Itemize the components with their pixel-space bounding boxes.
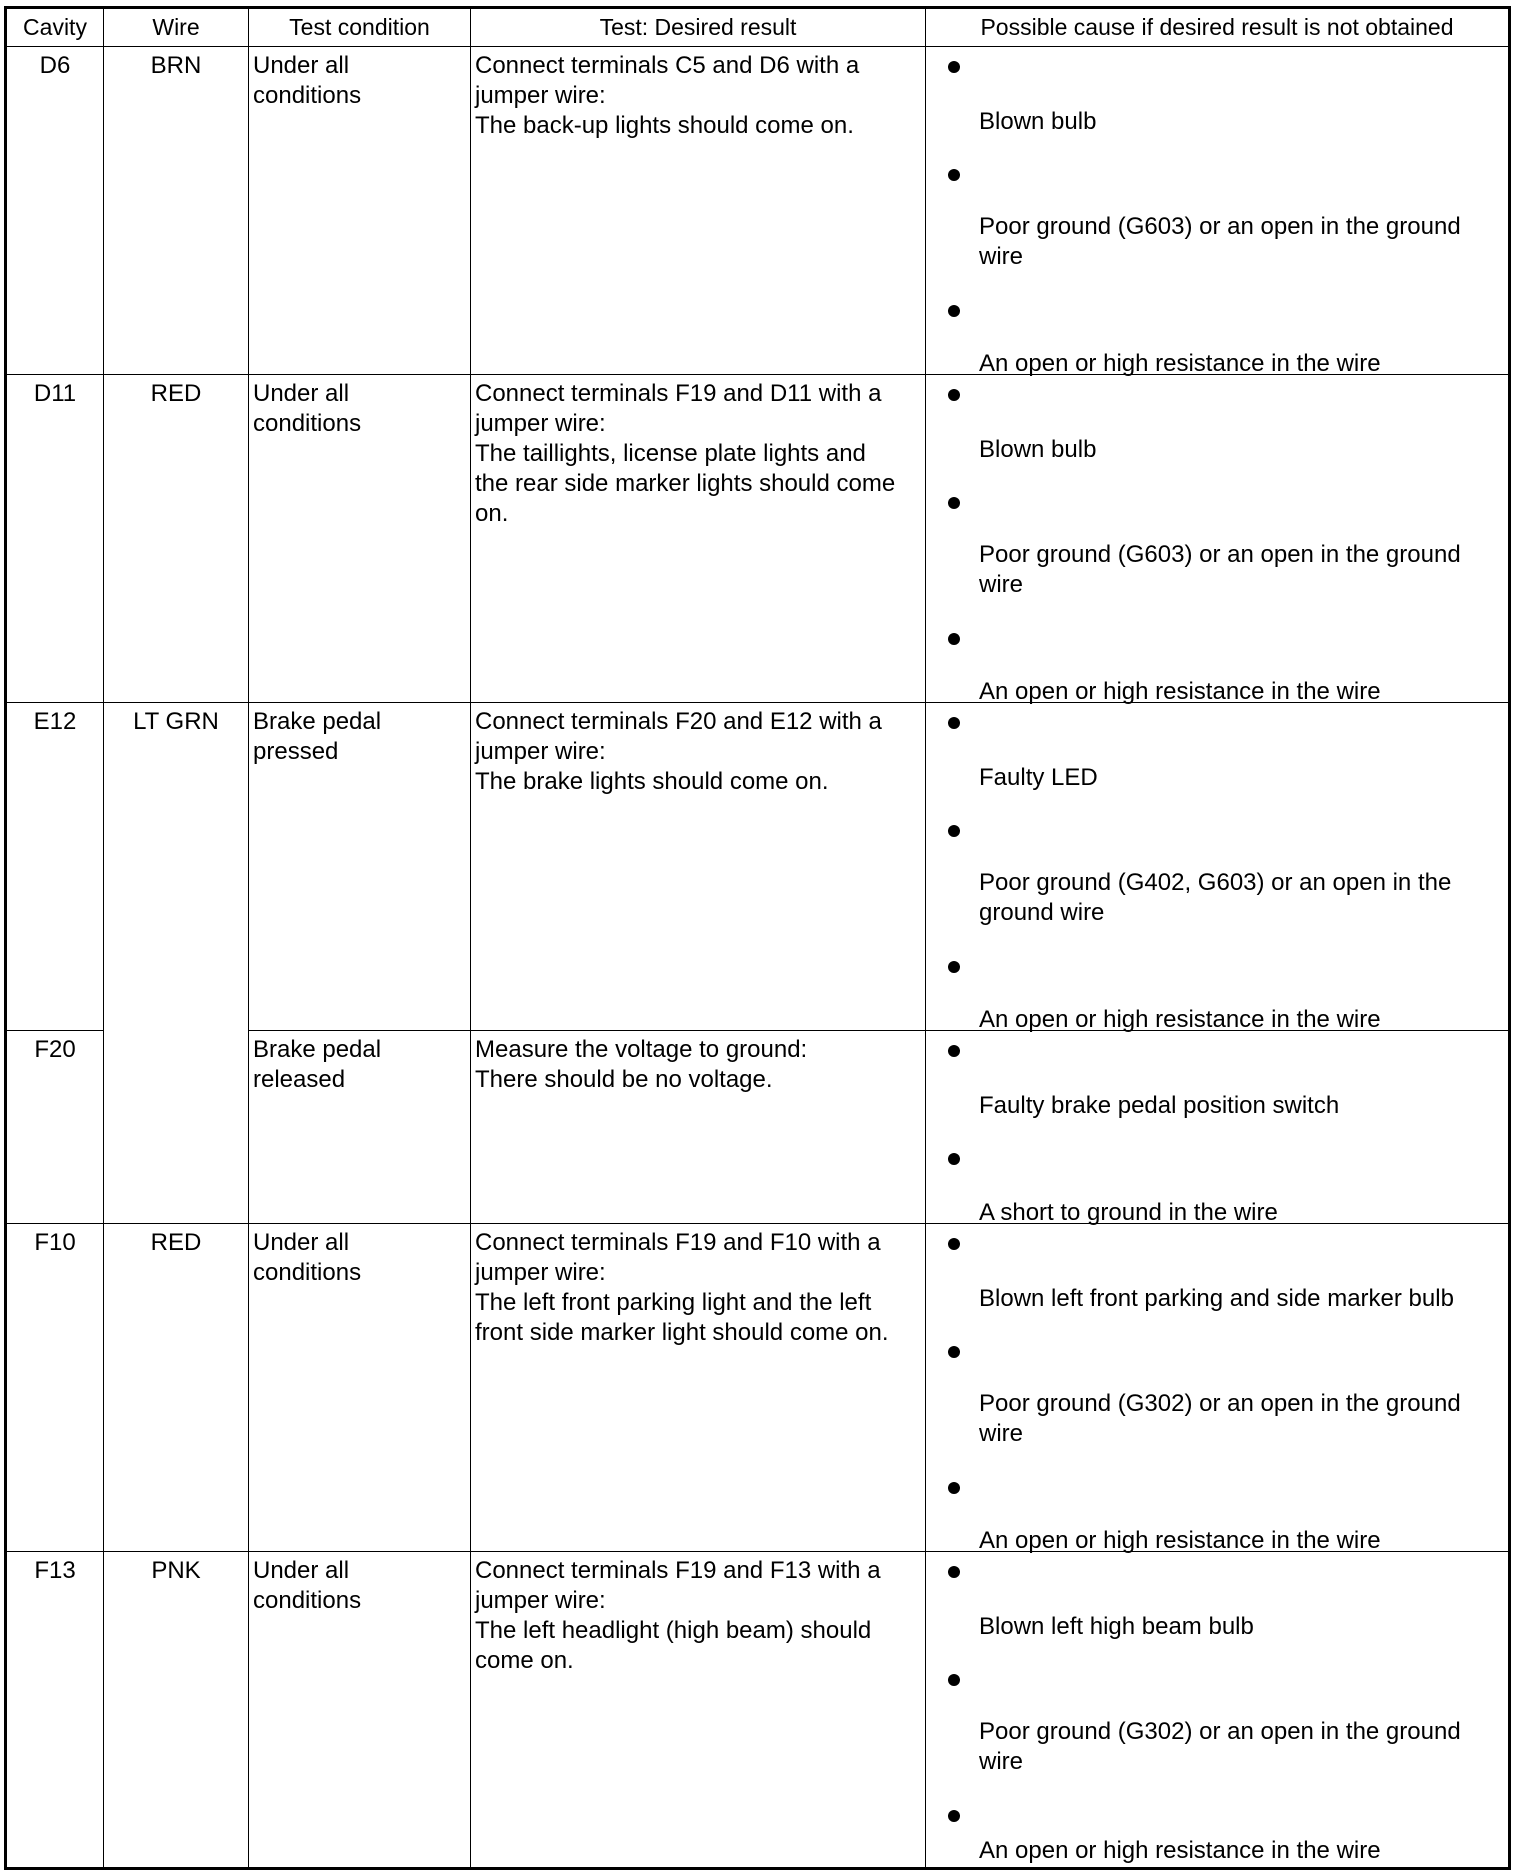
bullet-icon: [948, 717, 960, 729]
bullet-icon: [948, 389, 960, 401]
cause-item: Poor ground (G603) or an open in the ground wire: [979, 213, 1461, 270]
bullet-icon: [948, 61, 960, 73]
bullet-icon: [948, 1346, 960, 1358]
cause-item: Poor ground (G402, G603) or an open in the ground wire: [979, 869, 1452, 926]
column-divider: [470, 9, 471, 1867]
condition-cell: Under all conditions: [253, 380, 362, 437]
diagnostic-table: [4, 6, 1511, 1870]
bullet-icon: [948, 1810, 960, 1822]
bullet-icon: [948, 633, 960, 645]
bullet-icon: [948, 497, 960, 509]
wire-cell: RED: [150, 380, 202, 407]
header-cavity: Cavity: [23, 14, 87, 40]
cavity-cell: F13: [34, 1557, 76, 1584]
cause-item: An open or high resistance in the wire: [979, 1006, 1381, 1033]
cause-item: Blown bulb: [979, 108, 1097, 135]
row-divider: [7, 46, 1508, 47]
wire-cell: BRN: [150, 52, 202, 79]
bullet-icon: [948, 1238, 960, 1250]
bullet-icon: [948, 961, 960, 973]
header-test-condition: Test condition: [289, 14, 430, 40]
cause-item: An open or high resistance in the wire: [979, 1527, 1381, 1554]
wire-cell: LT GRN: [133, 708, 219, 735]
bullet-icon: [948, 1153, 960, 1165]
header-wire: Wire: [152, 14, 200, 40]
cause-item: Poor ground (G302) or an open in the ground wire: [979, 1390, 1461, 1447]
cause-item: A short to ground in the wire: [979, 1199, 1278, 1226]
bullet-icon: [948, 169, 960, 181]
bullet-icon: [948, 305, 960, 317]
result-cell: Connect terminals F19 and F13 with a jumper wire: The left headlight (high beam) should come on.: [475, 1557, 881, 1674]
condition-cell: Under all conditions: [253, 52, 362, 109]
bullet-icon: [948, 825, 960, 837]
bullet-icon: [948, 1674, 960, 1686]
bullet-icon: [948, 1482, 960, 1494]
condition-cell: Brake pedal released: [253, 1036, 382, 1093]
cause-item: Poor ground (G603) or an open in the ground wire: [979, 541, 1461, 598]
cause-item: Blown left high beam bulb: [979, 1613, 1254, 1640]
column-divider: [925, 9, 926, 1867]
result-cell: Connect terminals F20 and E12 with a jumper wire: The brake lights should come on.: [475, 708, 882, 795]
cause-item: Faulty brake pedal position switch: [979, 1092, 1340, 1119]
cavity-cell: D6: [39, 52, 71, 79]
cavity-cell: F20: [34, 1036, 76, 1063]
wire-cell: RED: [150, 1229, 202, 1256]
condition-cell: Under all conditions: [253, 1229, 362, 1286]
result-cell: Connect terminals C5 and D6 with a jumper wire: The back-up lights should come on.: [475, 52, 860, 139]
result-cell: Measure the voltage to ground: There should be no voltage.: [475, 1036, 808, 1093]
condition-cell: Brake pedal pressed: [253, 708, 382, 765]
cause-item: Blown left front parking and side marker bulb: [979, 1285, 1454, 1312]
cause-item: An open or high resistance in the wire: [979, 350, 1381, 377]
condition-cell: Under all conditions: [253, 1557, 362, 1614]
header-possible-cause: Possible cause if desired result is not obtained: [980, 14, 1454, 40]
cavity-cell: F10: [34, 1229, 76, 1256]
cause-item: Blown bulb: [979, 436, 1097, 463]
result-cell: Connect terminals F19 and D11 with a jumper wire: The taillights, license plate lights and the rear side marker lights should come on.: [475, 380, 896, 527]
column-divider: [103, 9, 104, 1867]
bullet-icon: [948, 1045, 960, 1057]
header-desired-result: Test: Desired result: [599, 14, 797, 40]
bullet-icon: [948, 1566, 960, 1578]
cause-item: Poor ground (G302) or an open in the ground wire: [979, 1718, 1461, 1775]
cause-item: An open or high resistance in the wire: [979, 1837, 1381, 1864]
result-cell: Connect terminals F19 and F10 with a jumper wire: The left front parking light and the left front side marker light should come on.: [475, 1229, 889, 1346]
cause-item: Faulty LED: [979, 764, 1098, 791]
cavity-cell: D11: [33, 380, 77, 407]
wire-cell: PNK: [151, 1557, 201, 1584]
column-divider: [248, 9, 249, 1867]
row-divider: [7, 1030, 103, 1031]
cavity-cell: E12: [33, 708, 77, 735]
cause-item: An open or high resistance in the wire: [979, 678, 1381, 705]
